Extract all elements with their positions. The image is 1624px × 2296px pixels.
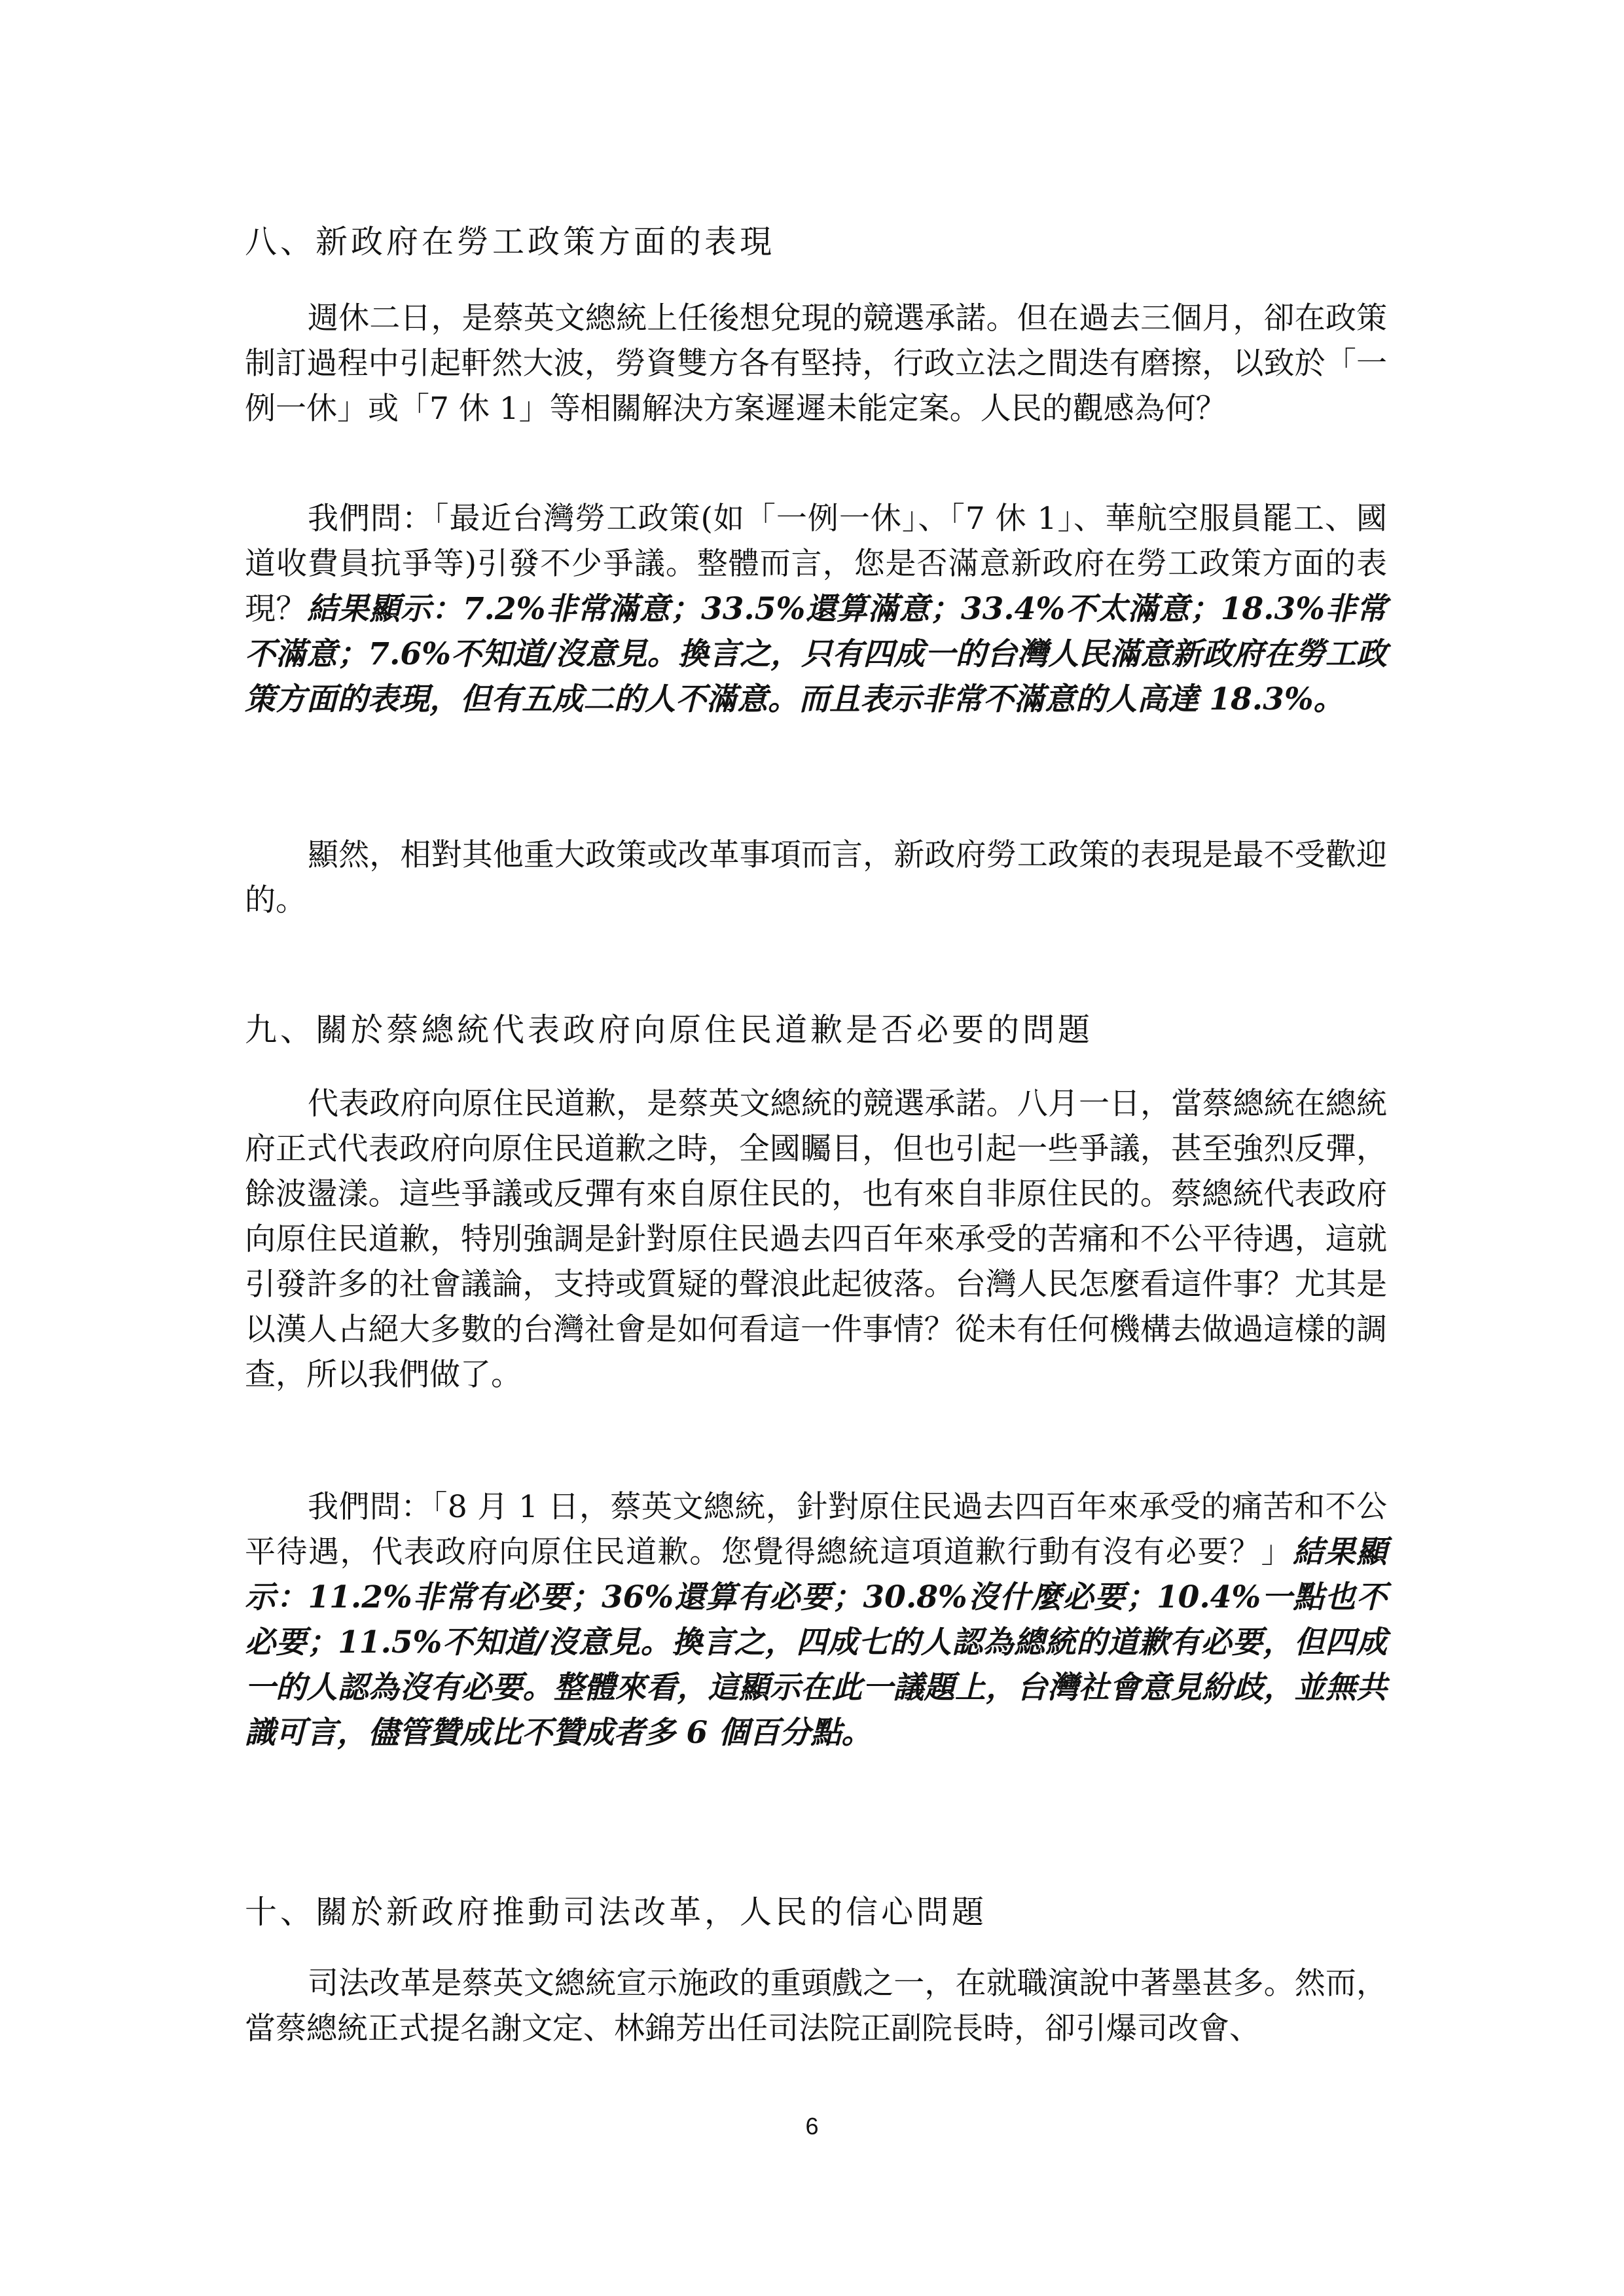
section-heading: 八、新政府在勞工政策方面的表現 bbox=[245, 223, 776, 260]
section-heading: 九、關於蔡總統代表政府向原住民道歉是否必要的問題 bbox=[245, 1011, 1094, 1049]
page-number: 6 bbox=[805, 2113, 819, 2140]
results-text: 結果顯示：7.2%非常滿意；33.5%還算滿意；33.4%不太滿意；18.3%非常不滿意；7.6%不知道/沒意見。換言之，只有四成一的台灣人民滿意新政府在勞工政策方面的表現，但有五成二的人不滿意。而且表示非常不滿意的人高達 18.3%。 bbox=[245, 591, 1387, 717]
paragraph: 代表政府向原住民道歉，是蔡英文總統的競選承諾。八月一日，當蔡總統在總統府正式代表政府向原住民道歉之時，全國矚目，但也引起一些爭議，甚至強烈反彈，餘波盪漾。這些爭議或反彈有來自原住民的，也有來自非原住民的。蔡總統代表政府向原住民道歉，特別強調是針對原住民過去四百年來承受的苦痛和不公平待遇，這就引發許多的社會議論，支持或質疑的聲浪此起彼落。台灣人民怎麼看這件事？尤其是以漢人占絕大多數的台灣社會是如何看這一件事情？從未有任何機構去做過這樣的調查，所以我們做了。 bbox=[245, 1086, 1387, 1393]
paragraph: 司法改革是蔡英文總統宣示施政的重頭戲之一，在就職演說中著墨甚多。然而，當蔡總統正式提名謝文定、林錦芳出任司法院正副院長時，卻引爆司改會、 bbox=[245, 1965, 1387, 2047]
paragraph: 週休二日，是蔡英文總統上任後想兌現的競選承諾。但在過去三個月，卻在政策制訂過程中引起軒然大波，勞資雙方各有堅持，行政立法之間迭有磨擦，以致於「一例一休」或「7 休 1」等相關解決方案遲遲未能定案。人民的觀感為何？ bbox=[245, 300, 1387, 427]
paragraph-with-results bbox=[245, 496, 1387, 722]
results-text: 結果顯示：11.2%非常有必要；36%還算有必要；30.8%沒什麼必要；10.4%一點也不必要；11.5%不知道/沒意見。換言之，四成七的人認為總統的道歉有必要，但四成一的人認為沒有必要。整體來看，這顯示在此一議題上，台灣社會意見紛歧，並無共識可言，儘管贊成比不贊成者多 6 個百分點。 bbox=[245, 1534, 1388, 1751]
question-text: 我們問：「8 月 1 日，蔡英文總統，針對原住民過去四百年來承受的痛苦和不公平待遇，代表政府向原住民道歉。您覺得總統這項道歉行動有沒有必要？」 bbox=[245, 1489, 1387, 1570]
paragraph: 顯然，相對其他重大政策或改革事項而言，新政府勞工政策的表現是最不受歡迎的。 bbox=[245, 837, 1387, 918]
question-text: 我們問：「最近台灣勞工政策(如「一例一休」、「7 休 1」、華航空服員罷工、國道收費員抗爭等)引發不少爭議。整體而言，您是否滿意新政府在勞工政策方面的表現？ bbox=[245, 501, 1387, 627]
paragraph-with-results bbox=[245, 1484, 1387, 1755]
section-heading: 十、關於新政府推動司法改革，人民的信心問題 bbox=[245, 1893, 988, 1931]
